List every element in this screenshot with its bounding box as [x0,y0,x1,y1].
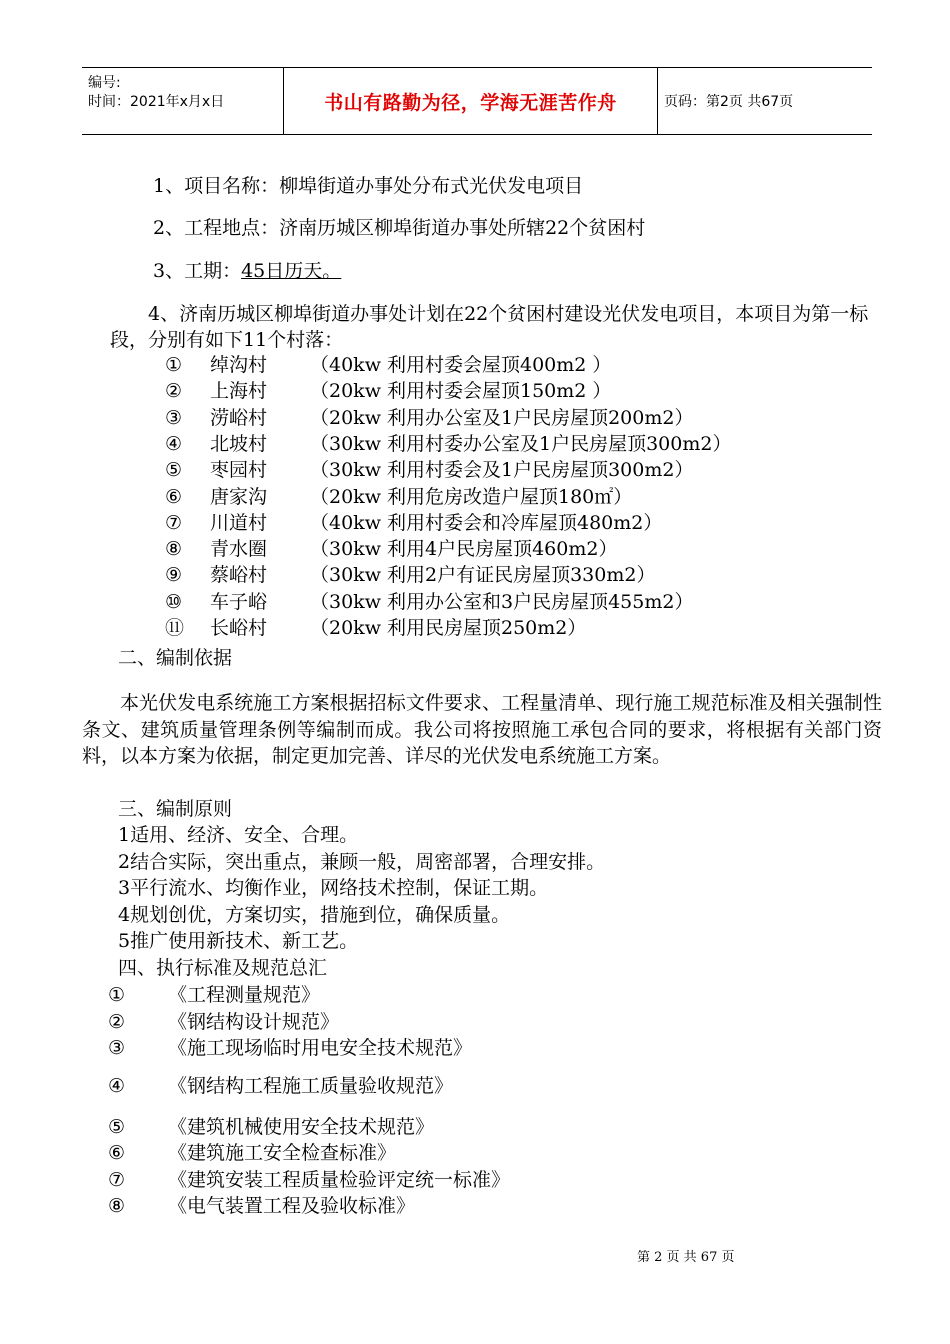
page-header [82,67,872,135]
village-desc: （40kw 利用村委会屋顶400m2 ） [310,354,612,376]
village-desc: （20kw 利用村委会屋顶150m2 ） [310,380,612,403]
village-name: 车子峪 [210,590,268,613]
village-name: 青水圈 [210,538,268,561]
village-number: ① [165,354,183,376]
intro-item-1: 1、项目名称：柳埠街道办事处分布式光伏发电项目 [153,175,584,197]
village-desc: （30kw 利用2户有证民房屋顶330m2） [310,564,656,587]
section-3-heading: 三、编制原则 [118,798,233,820]
village-name: 北坡村 [210,432,268,455]
village-number: ② [165,380,183,403]
section-2-heading: 二、编制依据 [118,647,233,669]
standard-number: ⑧ [108,1195,126,1217]
standard-title: 《建筑施工安全检查标准》 [168,1142,397,1164]
principle-item: 4规划创优，方案切实，措施到位，确保质量。 [118,903,511,926]
intro-item-4: 4、济南历城区柳埠街道办事处计划在22个贫困村建设光伏发电项目，本项目为第一标段，分别有如下11个村落： [110,303,869,351]
village-name: 唐家沟 [210,485,268,508]
motto-text: 书山有路勤为径，学海无涯苦作舟 [324,91,617,114]
standard-title: 《钢结构工程施工质量验收规范》 [168,1075,454,1097]
standard-number: ④ [108,1075,126,1097]
header-page-info [658,68,872,134]
standard-number: ③ [108,1037,126,1059]
serial-label: 编号: [88,75,121,91]
village-number: ⑨ [165,564,183,587]
village-desc: （30kw 利用4户民房屋顶460m2） [310,538,618,561]
principle-item: 3平行流水、均衡作业，网络技术控制，保证工期。 [118,877,549,899]
intro-item-2: 2、工程地点：济南历城区柳埠街道办事处所辖22个贫困村 [153,217,646,239]
principle-item: 1适用、经济、安全、合理。 [118,824,359,846]
standard-title: 《工程测量规范》 [168,984,321,1006]
standard-number: ② [108,1011,126,1033]
village-desc: （30kw 利用村委办公室及1户民房屋顶300m2） [310,432,732,455]
village-name: 枣园村 [210,459,268,482]
section-4-heading: 四、执行标准及规范总汇 [118,957,328,979]
standard-title: 《建筑机械使用安全技术规范》 [168,1116,435,1138]
village-number: ④ [165,432,183,455]
standard-number: ⑥ [108,1142,126,1164]
village-name: 长峪村 [210,617,268,639]
village-desc: （30kw 利用村委会及1户民房屋顶300m2） [310,459,694,482]
time-label: 时间：2021年x月x日 [88,94,225,110]
header-motto [284,68,658,134]
header-meta [82,68,284,134]
village-number: ⑩ [165,590,183,613]
village-number: ⑪ [165,617,185,639]
village-desc: （20kw 利用民房屋顶250m2） [310,617,587,639]
village-name: 涝峪村 [210,406,268,429]
principle-item: 2结合实际，突出重点，兼顾一般，周密部署，合理安排。 [118,850,606,873]
village-desc: （30kw 利用办公室和3户民房屋顶455m2） [310,590,694,613]
village-name: 上海村 [210,380,268,403]
intro-item-3-value: 45日历天。 [241,260,342,282]
standard-title: 《电气装置工程及验收标准》 [168,1195,416,1217]
section-2-body: 本光伏发电系统施工方案根据招标文件要求、工程量清单、现行施工规范标准及相关强制性条文、建筑质量管理条例等编制而成。我公司将按照施工承包合同的要求，将根据有关部门资料，以本方案为依据，制定更加完善、详尽的光伏发电系统施工方案。 [82,692,882,767]
standard-number: ⑤ [108,1116,126,1138]
village-number: ⑧ [165,538,183,561]
page-label: 页码：第2页 共67页 [664,94,794,110]
standard-title: 《施工现场临时用电安全技术规范》 [168,1037,473,1059]
village-desc: （20kw 利用危房改造户屋顶180㎡） [310,485,633,508]
village-desc: （20kw 利用办公室及1户民房屋顶200m2） [310,406,694,429]
village-desc: （40kw 利用村委会和冷库屋顶480m2） [310,511,663,534]
principle-item: 5推广使用新技术、新工艺。 [118,930,359,952]
village-name: 绰沟村 [210,354,268,376]
village-name: 蔡峪村 [210,564,268,587]
standard-number: ⑦ [108,1169,126,1191]
standard-number: ① [108,984,126,1006]
standard-title: 《建筑安装工程质量检验评定统一标准》 [168,1169,511,1191]
intro-item-3-label: 3、工期： [153,260,242,282]
intro-item-3 [153,259,341,283]
village-name: 川道村 [210,511,268,534]
village-number: ③ [165,406,183,429]
village-number: ⑥ [165,485,183,508]
page-footer: 第 2 页 共 67 页 [637,1250,735,1265]
village-number: ⑤ [165,459,183,482]
village-number: ⑦ [165,511,183,534]
standard-title: 《钢结构设计规范》 [168,1011,340,1033]
